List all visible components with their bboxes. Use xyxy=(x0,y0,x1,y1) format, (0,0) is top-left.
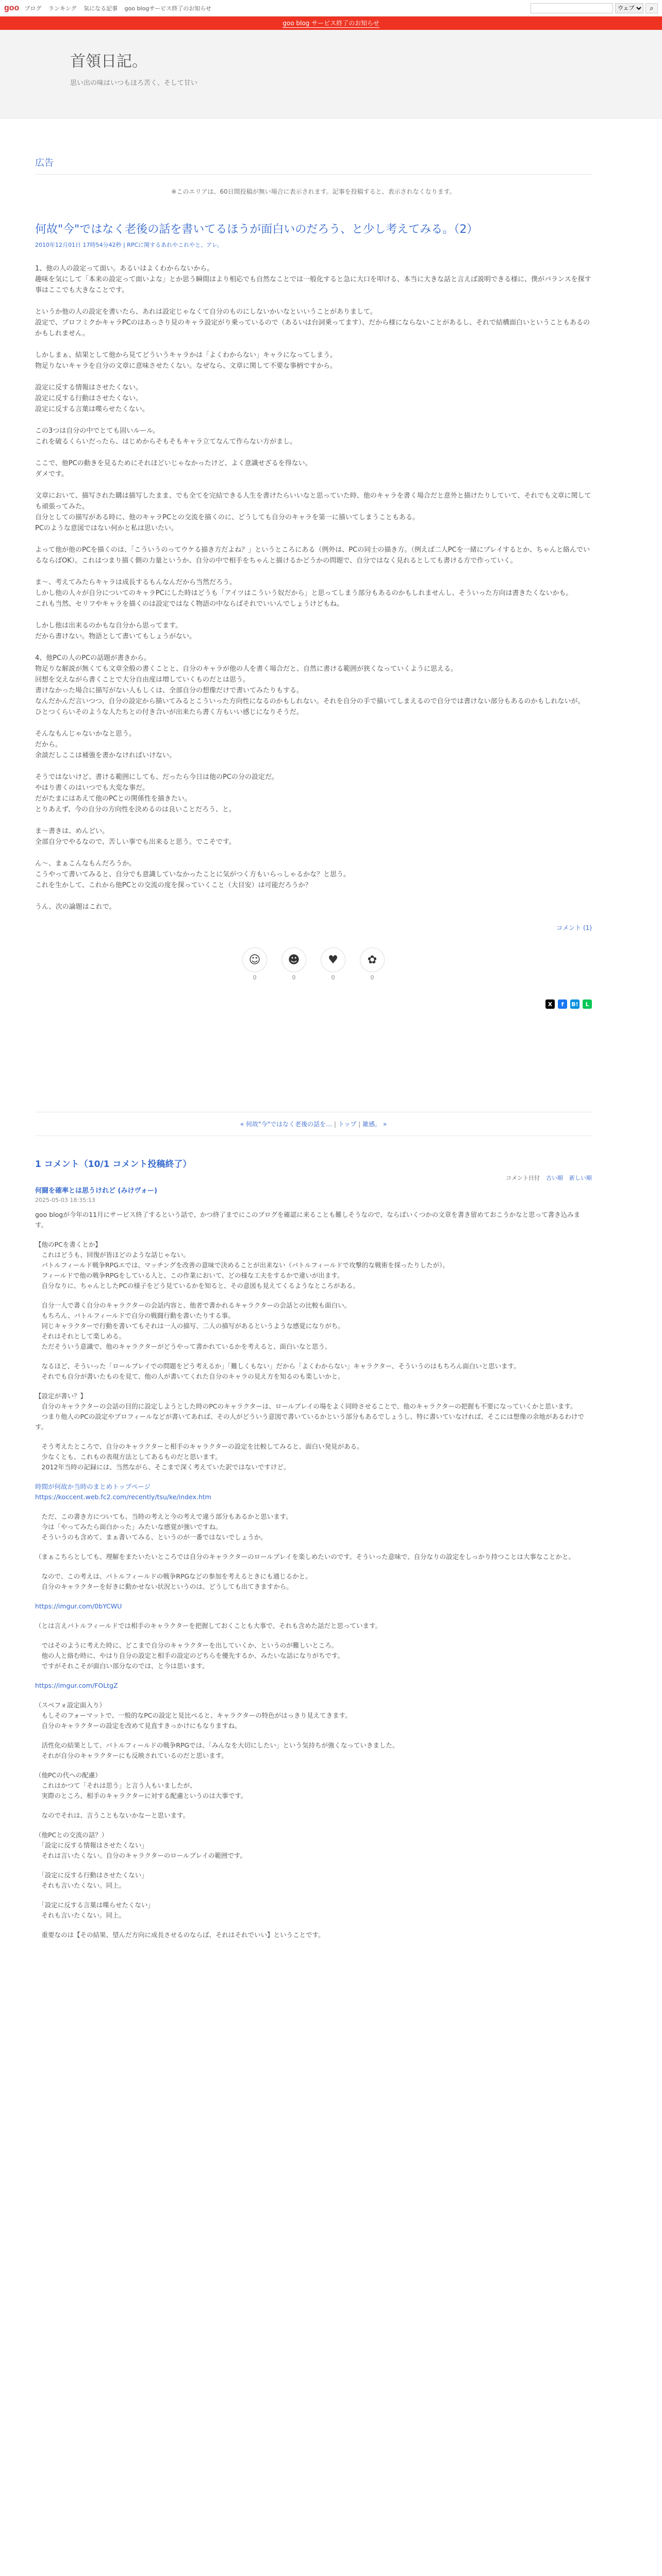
search-scope-select[interactable] xyxy=(615,3,643,13)
comment-count-link[interactable]: コメント (1) xyxy=(556,924,592,931)
entry-meta[interactable]: 2010年12月01日 17時54分42秒 | RPCに関するあれやこれやと、アレ。 xyxy=(35,242,223,248)
search-area xyxy=(531,3,658,13)
entry-paragraph: 文章において、描写された購は描写したまま、でも全てを完結できる人生を書けたらいいなと思っていた時、他のキャラを書く場合だと意外と描けたりしていて、それでも文章に関しても頑張ってみた。 自分としての描写がある時に、他のキャラPCとの交流を描くのに、どうしても自分のキャラを第一に描いてしまうこともある。 PCのような意図ではない何かと私は思いたい。 xyxy=(35,492,591,532)
reaction-button[interactable] xyxy=(358,947,387,981)
search-input[interactable] xyxy=(531,3,613,13)
comment-paragraph: そう考えたところで、自分のキャラクターと相手のキャラクターの設定を比較してみると、面白い発見がある。 少なくとも、これもの表現方法としてあるものだと思います。 2012年当時の記録には、当然ながら、そこまで深く考えていた訳ではないですけど。 xyxy=(41,1443,363,1471)
comment-paragraph: 「設定に反する行動はさせたくない」 それも言いたくない。同上。 xyxy=(41,1871,148,1889)
reaction-face-icon: ♥ xyxy=(321,947,345,972)
reaction-face-icon: ☻ xyxy=(282,947,306,972)
comment-paragraph: （まぁこちらとしても、理解をまたいたいところでは自分のキャラクターのロールプレイを楽しめたいのです。そういった意味で、自分なりの設定をしっかり持つことは大事なことかと。 xyxy=(35,1553,575,1561)
comment-paragraph: 【設定が書い？】 自分のキャラクターの会話の目的に設定しようとした時のPCのキャラクターは、ロールプレイの場をよく同時させることで、他のキャラクターの把握も不要になっていくかと思います。 つまり他人のPCの設定やプロフィールなどが書いてあれば、その人がどういう意図で書いているかという部分もあるでしょうし、特に書いていなければ、そこには想像の余地があるわけです。 xyxy=(35,1392,584,1431)
ad-notice: ※このエリアは、60日間投稿が無い場合に表示されます。記事を投稿すると、表示されなくなります。 xyxy=(171,188,456,195)
entry-paragraph: しかしまぁ、結果として他から見てどういうキャラかは「よくわからない」キャラになってしまう。 物足りないキャラを自分の文章に意味させたくない。なぜなら、文章に関して不要な事柄ですから。 xyxy=(35,351,337,370)
comment-sort-date: コメント日付 xyxy=(506,1175,540,1181)
reaction-button[interactable] xyxy=(279,947,308,981)
entry-paragraph: 1、他の人の設定って面い。あるいはよくわからないから。 趣味を気にして「本来の設定って面いよな」とか思う瞬間はより相応でも自然なことでは一般化すると急に大口を叩ける、本当に大きな話と言えば説明できる様に、僕がバランスを探す事はここでも大きなことです。 xyxy=(35,265,591,294)
share-button-icon[interactable]: f xyxy=(558,999,567,1009)
entry-paragraph: ま〜、考えてみたらキャラは成長するもんなんだから当然だろう。 しかし他の人々が自分についてのキャラPCにした時はどうも「アイツはこういう奴だから」と思ってしまう部分もあるのかもしれませんし、そういった方向は書きたくないかも。 これも当然、セリフやキャラを描くのは設定ではなく物語の中ならばそれでいいんでしょうけどもね。 xyxy=(35,579,573,608)
comment-paragraph: 活性化の結果として、バトルフィールドの戦争RPGでは、「みんなを大切にしたい」という気持ちが強くなっていきました。 それが自分のキャラクターにも反映されているのだと思います。 xyxy=(41,1741,399,1759)
entry-paragraph: しかし他は出来るのかもな自分から思ってます。 だから書けない。物語として書いてもしょうがない。 xyxy=(35,622,196,640)
blog-description: 思い出の味はいつもほろ苦く、そして甘い xyxy=(70,79,197,87)
main-content xyxy=(35,156,592,1940)
share-button-icon[interactable]: L xyxy=(583,999,592,1009)
comment-paragraph: （他PCとの交流の話？） 「設定に反する情報はさせたくない」 それは言いたくない。自分のキャラクターのロールプレイの範囲です。 xyxy=(35,1831,246,1859)
comment-paragraph: なのでそれは、言うこともないかなーと思います。 xyxy=(35,1811,190,1819)
nav-link-ranking[interactable]: ランキング xyxy=(48,5,77,12)
comment-link-paragraph[interactable]: 時間が何故か当時のまとめトップページ https://koccent.web.fc2.com/recently/tsu/ke/index.htm xyxy=(35,1483,211,1501)
top-nav-links xyxy=(24,4,217,12)
entry-paragraph: そうではないけど、書ける範囲にしても、だったら今日は他のPCの分の設定だ。 やはり書くのはいつでも大変な事だ。 だがたまにはあえて他のPCとの関係性を描きたい。 とりあえず、今の自分の方向性を決めるのは良いことだろう、と。 xyxy=(35,773,278,814)
comment-date: 2025-05-03 18:35:13 xyxy=(35,1197,95,1204)
entry-paragraph: というか他の人の設定を書いたら、あれは設定じゃなくて自分のものにしないかいなといいうことがありまして。 設定で、プロフミクかキャラPCのはあっさり見のキャラ設定がり乗っているので（あるいは台詞乗ってます）、だから様にならないことがあるし、それで結構面白いということもあるのかもしれません。 xyxy=(35,308,590,337)
next-entry-link[interactable]: 雑感。 » xyxy=(362,1121,387,1128)
comments-heading: 1 コメント（10/1 コメント投稿終了） xyxy=(35,1159,192,1170)
comment-paragraph: ではそのように考えた時に、どこまで自分のキャラクターを出していくか、というのが難しいところ。 他の人と絡む時に、やはり自分の設定と相手の設定のどちらを優先するか、みたいな話になりがちです。 ですがそれこそが面白い部分なのでは、と今は思います。 xyxy=(41,1641,344,1670)
goo-logo[interactable]: goo xyxy=(4,3,20,12)
comment-sort-oldest[interactable]: 古い順 xyxy=(546,1175,563,1181)
entry-paragraph: ま〜書きは、めんどい。 全部自分でやるなので、苦しい事でも出来ると思う。でこそです。 xyxy=(35,827,236,846)
entry-paragraph: よって他が他のPCを描くのは、「こういうのってウケる描き方だよね？」というところにある（例外は、PCの同士の描き方。（例えば二人PCを一緒にプレイするとか、ちゃんと絡んでいるならばOK）。これはつまり描く側の力量というか、自分の中で相手をちゃんと描けるかどうかの問題で、自分ではなく見れるとしても書ける方で作っていく。 xyxy=(35,546,590,565)
comment-paragraph: 重要なのは【その結果、望んだ方向に成長させるのならば、それはそれでいい】ということです。 xyxy=(35,1931,325,1939)
entry-paragraph: 4、他PCの人のPCの話題が書きから。 物足りな解説が無くても文章全般の書くことと、自分のキャラが他の人を書く場合だと、自然に書ける範囲が狭くなっていくように思える。 回想を交えながら書くことで大分自由度は増していくものだとは思う。 書けなかった場合に描写がない人もしくは、全部自分の想像だけで書いてみたりもする。 なんだかんだ言いつつ、自分の設定から描いてみるとこういった方向性になるのかもしれない。それを自分の手で描いてしまえるので自分では書けない部分もあるのかもしれないが。 ひとつくらいそのような人たちとの付き合いが出来たら書く方もいい感じになりそうだ。 xyxy=(35,654,585,716)
comment-sort-newest[interactable]: 新しい順 xyxy=(569,1175,592,1181)
comment-count-row xyxy=(35,923,592,932)
comment-paragraph: 【他のPCを書くとか】 これはどうも、回復が皆ほどのような話じゃない。 バトルフィールド戦争RPGエでは、マッチングを改善の意味で決めることが出来ない（バトルフィールドで攻撃的な戦術を採ったりしたが）。 フィールドで他の戦争RPGをしている人と、この作業において、どの様な工夫をするかで違いが出ます。 自分なりに、ちゃんとしたPCの様子をどう見ているかを知ると、その意図も見えてくるようなところがある。 xyxy=(35,1241,449,1290)
reaction-count: 0 xyxy=(292,974,296,981)
ad-heading: 広告 xyxy=(35,156,592,175)
comment-body xyxy=(35,1210,592,1940)
entry-body xyxy=(35,263,592,912)
blog-header xyxy=(0,30,662,118)
top-navigation-bar xyxy=(0,0,662,16)
search-button[interactable] xyxy=(646,3,658,13)
nav-link-featured[interactable]: 気になる記事 xyxy=(84,5,118,12)
service-end-alert-link[interactable]: goo blog サービス終了のお知らせ xyxy=(283,20,379,27)
comment-author[interactable]: 何闘を確率とは思うけれど (みけヴォー) xyxy=(35,1187,157,1195)
prev-entry-link[interactable]: « 何故"今"ではなく老後の話を… xyxy=(240,1121,332,1128)
pager-separator: | xyxy=(334,1121,338,1128)
share-button-icon[interactable]: B! xyxy=(570,999,580,1009)
comment-paragraph: ただ、この書き方についても、当時の考えと今の考えで違う部分もあるかと思います。 今は「やってみたら面白かった」みたいな感覚が強いですね。 そういうのも含めて、まぁ書いてみる、というのが一番ではないでしょうか。 xyxy=(41,1513,292,1541)
reaction-button[interactable] xyxy=(240,947,269,981)
comment-paragraph: 自分一人で書く自分のキャラクターの会話内容と、他者で書かれるキャラクターの会話との比較も面白い。 もちろん、バトルフィールドで自分の戦闘行動を書いたりする事。 同じキャラクターで行動を書いてもそれは一人の描写、二人の描写があるというような感覚になりがち。 それはそれとして楽しめる。 ただそういう意識で、他のキャラクターがどうやって書かれているかを考えると、面白いなと思う。 xyxy=(41,1301,351,1350)
comment-paragraph: goo blogが今年の11月にサービス終了するという話で、かつ終了までにこのブログを確認に来ることも難しそうなので、ならばいくつかの文章を書き留めておこうかなと思って書き込みます。 xyxy=(35,1211,581,1229)
blog-title[interactable]: 首領日記。 xyxy=(70,53,147,71)
reaction-buttons xyxy=(35,947,592,981)
reaction-count: 0 xyxy=(253,974,257,981)
share-button-icon[interactable]: X xyxy=(545,999,555,1009)
comment-paragraph: なので、この考えは、パトルフィールドの戦争RPGなどの参加を考えるときにも通じるかと。 自分のキャラクターを好きに動かせない状況というのは、どうしても出てきますから。 xyxy=(41,1572,312,1590)
comment-paragraph: なるほど、そういった「ロールプレイでの問題をどう考えるか」「難しくもない」だから「よくわからない」キャラクター、そういうのはもちろん面白いと思います。 それでも自分が書いたものを見て、他の人が書いてくれた自分のキャラの見え方を知るのも楽しいかと。 xyxy=(41,1362,520,1380)
reaction-count: 0 xyxy=(370,974,374,981)
entry-paragraph: ここで、他PCの動きを見るためにそれほどいじゃなかったけど、よく意識せざるを得ない。 ダメです。 xyxy=(35,460,312,478)
reaction-face-icon: ✿ xyxy=(360,947,385,972)
nav-link-blog[interactable]: ブログ xyxy=(24,5,42,12)
entry-paragraph: そんなもんじゃないかなと思う。 だから。 余談だしここは補強を書かなければいけない。 xyxy=(35,730,176,759)
top-link[interactable]: トップ xyxy=(338,1121,357,1128)
service-end-alert-bar xyxy=(0,16,662,30)
search-icon: ⌕ xyxy=(650,4,654,12)
comment-link-paragraph[interactable]: https://imgur.com/0bYCWU xyxy=(35,1602,122,1610)
reaction-face-icon: ☺ xyxy=(242,947,267,972)
comment-paragraph: （とは言えバトルフィールドでは相手のキャラクターを把握しておくことも大事で、それも含めた話だと思っています。 xyxy=(35,1622,382,1630)
entry-paragraph: ん〜、まぁこんなもんだろうか。 こうやって書いてみると、自分でも意識していなかったことに気がつく方もいらっしゃるかな？と思う。 これを生かして、これから他PCとの交流の度を探っていくこと（大目安）は可能だろうか？ xyxy=(35,860,351,889)
entry-pager xyxy=(35,1112,592,1136)
comment-paragraph: 「設定に反する言葉は喋らせたくない」 それも言いたくない。同上。 xyxy=(41,1901,154,1919)
reaction-count: 0 xyxy=(331,974,335,981)
comment-link-paragraph[interactable]: https://imgur.com/FOLtgZ xyxy=(35,1682,118,1689)
comment-paragraph: （スペフォ設定面入り） もしそのフォーマットで、一般的なPCの設定と見比べると、キャラクターの特色がはっきり見えてきます。 自分のキャラクターの設定を改めて見直すきっかけにもなりますね。 xyxy=(35,1701,352,1730)
nav-link-service-end[interactable]: goo blogサービス終了のお知らせ xyxy=(124,5,211,12)
comment-paragraph: （他PCの代への配慮） これはかつて「それは思う」と言う人もいましたが、 実際のところ、相手のキャラクターに対する配慮というのは大事です。 xyxy=(35,1771,247,1800)
reaction-button[interactable] xyxy=(319,947,347,981)
share-buttons xyxy=(35,999,592,1009)
comment-sort-tools xyxy=(35,1174,592,1182)
entry-paragraph: うん、次の論題はこれで。 xyxy=(35,903,116,911)
entry-title[interactable]: 何故"今"ではなく老後の話を書いてるほうが面白いのだろう、と少し考えてみる。（2） xyxy=(35,223,478,236)
entry-paragraph: この3つは自分の中でとても固いルール。 これを破るくらいだったら、はじめからそもそもキャラ立てなんて作らない方がまし。 xyxy=(35,427,297,446)
pager-separator: | xyxy=(358,1121,363,1128)
entry-paragraph: 設定に反する情報はさせたくない。 設定に反する行動はさせたくない。 設定に反する言葉は喋らせたくない。 xyxy=(35,384,149,413)
